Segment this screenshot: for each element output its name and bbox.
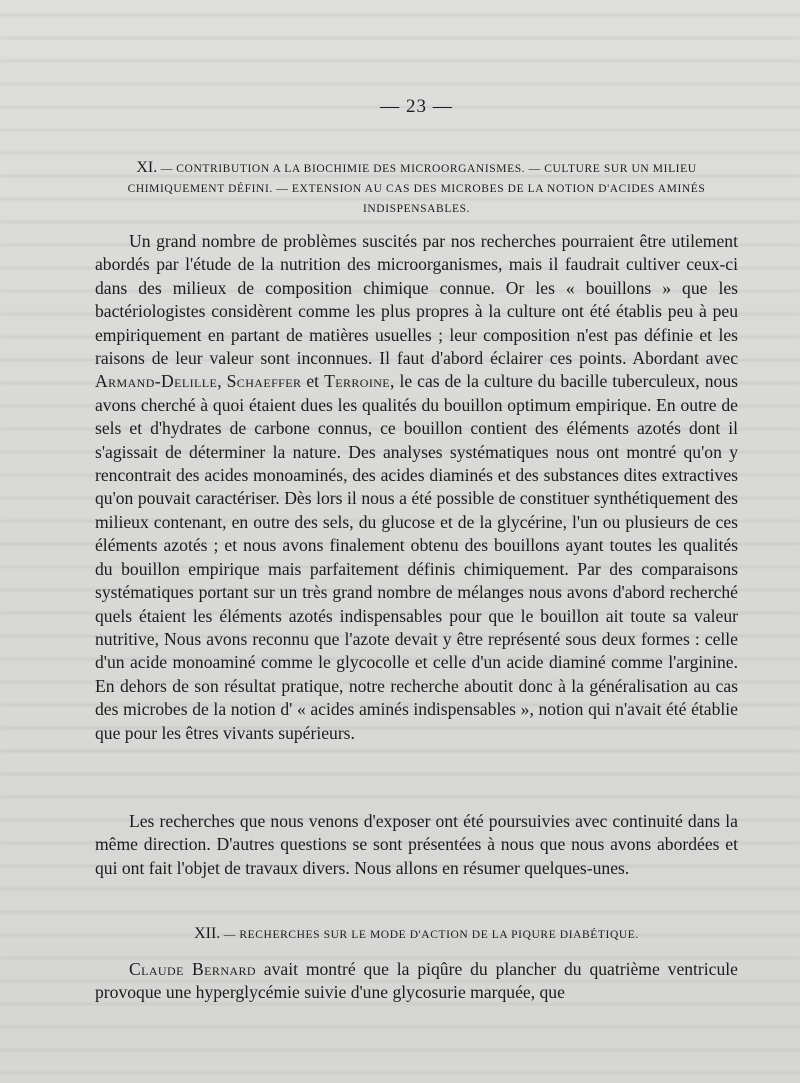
paragraph-continuation: Les recherches que nous venons d'exposer ont été poursuivies avec continuité dans la même direction. D'autres questions se sont présentées à nous que nous avons abordées et qui ont fait l'objet de travaux divers. Nous allons en résumer quelques-unes. [95, 811, 738, 878]
section-dash: — [220, 929, 240, 941]
author-name: Schaeffer [226, 371, 302, 392]
paragraph-text: , le cas de la culture du bacille tuberculeux, nous avons cherché à quoi étaient dues les qualités du bouillon optimum empirique. En outre de sels et d'hydrates de carbone connus, ce bouillon contient des éléments azotés dont il s'agissait de déterminer la nature. Des analyses systématiques nous ont montré qu'on y rencontrait des acides monoaminés, des acides diaminés et des substances dites extractives qu'on pouvait caractériser. Dès lors il nous a été possible de constituer synthétiquement des milieux contenant, en outre des sels, du glucose et de la glycérine, l'un ou plusieurs de ces éléments azotés ; et nous avons finalement obtenu des bouillons ayant toutes les qualités du bouillon empirique mais parfaitement définis chimiquement. Par des comparaisons systématiques portant sur un très grand nombre de mélanges nous avons d'abord recherché quels étaient les éléments azotés indispensables pour que le bouillon ait toute sa valeur nutritive, Nous avons reconnu que l'azote devait y être représenté sous deux formes : celle d'un acide monoaminé comme le glycocolle et celle d'un acide diaminé comme l'arginine. En dehors de son résultat pratique, notre recherche aboutit donc à la généralisation au cas des microbes de la notion d' « acides aminés indispensables », notion qui n'avait été établie que pour les êtres vivants supérieurs. [95, 371, 738, 743]
author-name: Claude Bernard [129, 959, 256, 979]
section-heading-xii [95, 924, 738, 945]
author-name: Terroine [324, 371, 391, 392]
text-separator: et [301, 371, 325, 392]
page-number: — 23 — [380, 96, 453, 117]
section-title: CONTRIBUTION A LA BIOCHIMIE DES MICROORGANISMES. — CULTURE SUR UN MILIEU CHIMIQUEMENT DÉFINI. — EXTENSION AU CAS DES MICROBES DE LA NOTION D'ACIDES AMINÉS INDISPENSABLES. [127, 163, 706, 215]
paragraph-claude-bernard [95, 958, 738, 1005]
author-name: Armand-Delille [95, 371, 218, 392]
text-separator: , [217, 371, 227, 392]
paragraph-nutrition [95, 230, 738, 745]
section-dash: — [157, 163, 177, 175]
section-number: XI. [136, 159, 158, 176]
paragraph-text: Un grand nombre de problèmes suscités par nos recherches pourraient être utilement abordés par l'étude de la nutrition des microorganismes, mais il faudrait cultiver ceux-ci dans des milieux de composition chimique connue. Or les « bouillons » que les bactériologistes considèrent comme les plus propres à la culture ont été établis peu à peu empiriquement en partant de matières usuelles ; leur composition n'est pas définie et les raisons de leur valeur sont inconnues. Il faut d'abord éclairer ces points. Abordant avec [95, 231, 738, 369]
section-heading-xi [95, 158, 738, 219]
section-number: XII. [194, 925, 221, 942]
section-title: RECHERCHES SUR LE MODE D'ACTION DE LA PIQURE DIABÉTIQUE. [239, 929, 639, 941]
paragraph-text: avait montré que la piqûre du plancher du quatrième ventricule provoque une hyperglycémie suivie d'une glycosurie marquée, que [95, 959, 738, 1003]
